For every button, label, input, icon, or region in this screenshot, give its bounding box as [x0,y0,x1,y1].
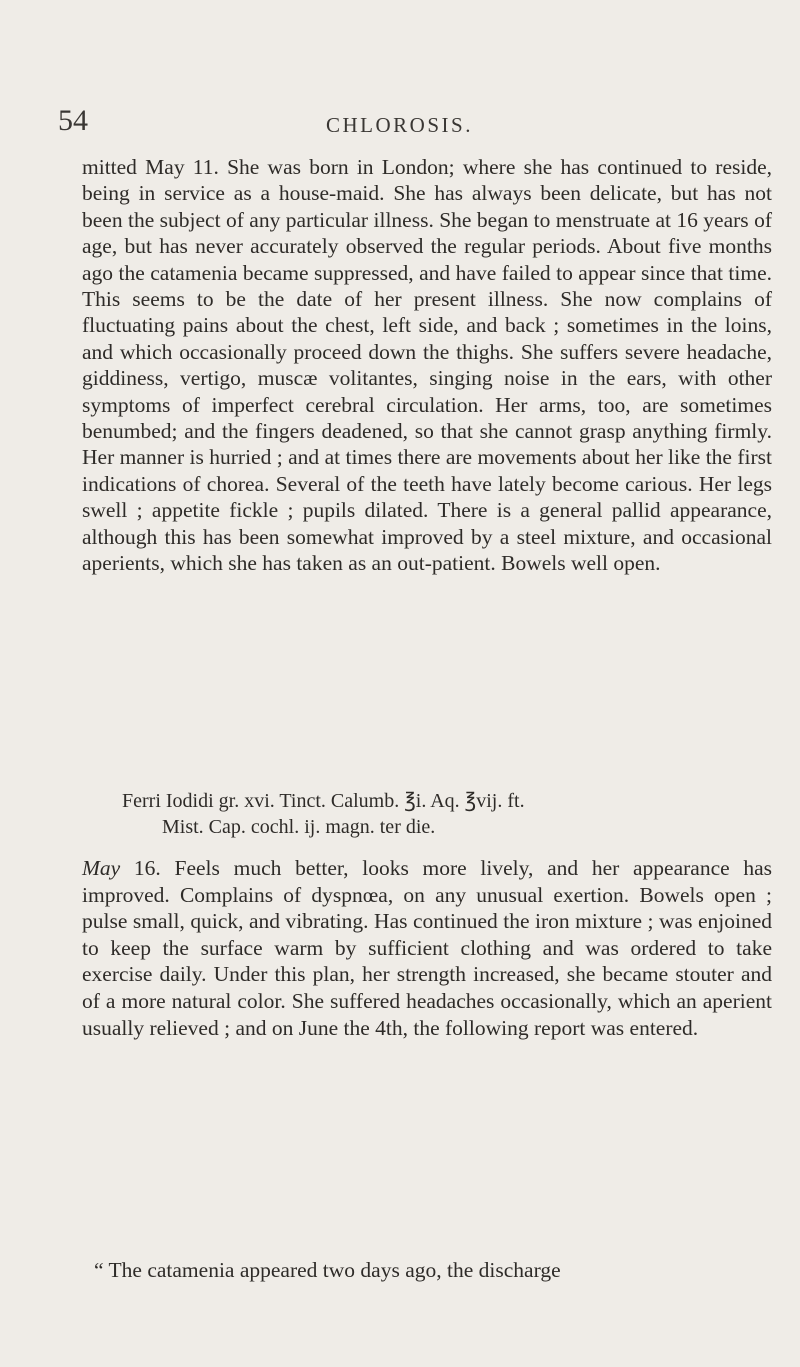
paragraph-text: mitted May 11. She was born in London; where she has continued to reside, being in service as a house-maid. She has always been delicate, but has not been the subject of any particular illness. She began to menstruate at 16 years of age, but has never accurately observed the regular periods. About five months ago the catamenia became suppressed, and have failed to appear since that time. This seems to be the date of her present illness. She now complains of fluctuating pains about the chest, left side, and back ; sometimes in the loins, and which occasionally proceed down the thighs. She suffers severe headache, giddiness, vertigo, muscæ volitantes, singing noise in the ears, with other symptoms of imperfect cerebral circulation. Her arms, too, are sometimes benumbed; and the fingers deadened, so that she cannot grasp anything firmly. Her manner is hurried ; and at times there are movements about her like the first indications of chorea. Several of the teeth have lately become carious. Her legs swell ; appetite fickle ; pupils dilated. There is a general pallid appearance, although this has been somewhat improved by a steel mixture, and occasional aperients, which she has taken as an out-patient. Bowels well open. [82,155,772,576]
quoted-report [82,1257,772,1284]
prescription-block [122,788,772,840]
page-header [0,104,800,144]
entry-text: Feels much better, looks more lively, and her appearance has improved. Complains of dyspnœa, on any unusual exertion. Bowels open ; pulse small, quick, and vibrating. Has continued the iron mixture ; was enjoined to keep the surface warm by sufficient clothing and was ordered to take exercise daily. Under this plan, her strength increased, she became stouter and of a more natural color. She suffered headaches occasionally, which an aperient usually relieved ; and on June the 4th, the following report was entered. [82,856,773,1040]
quote-text: “ The catamenia appeared two days ago, the discharge [94,1258,561,1282]
running-head: CHLOROSIS. [326,113,473,137]
entry-date-month: May [82,856,121,880]
entry-date-day: 16. [133,856,161,880]
case-paragraph [82,154,772,577]
entry-paragraph [82,855,772,1041]
prescription-line-2: Mist. Cap. cochl. ij. magn. ter die. [162,816,436,838]
case-entry-may-16 [82,855,772,1041]
prescription-line-1: Ferri Iodidi gr. xvi. Tinct. Calumb. ℥i. Aq. ℥vij. ft. [122,790,525,812]
page-number: 54 [58,104,88,137]
